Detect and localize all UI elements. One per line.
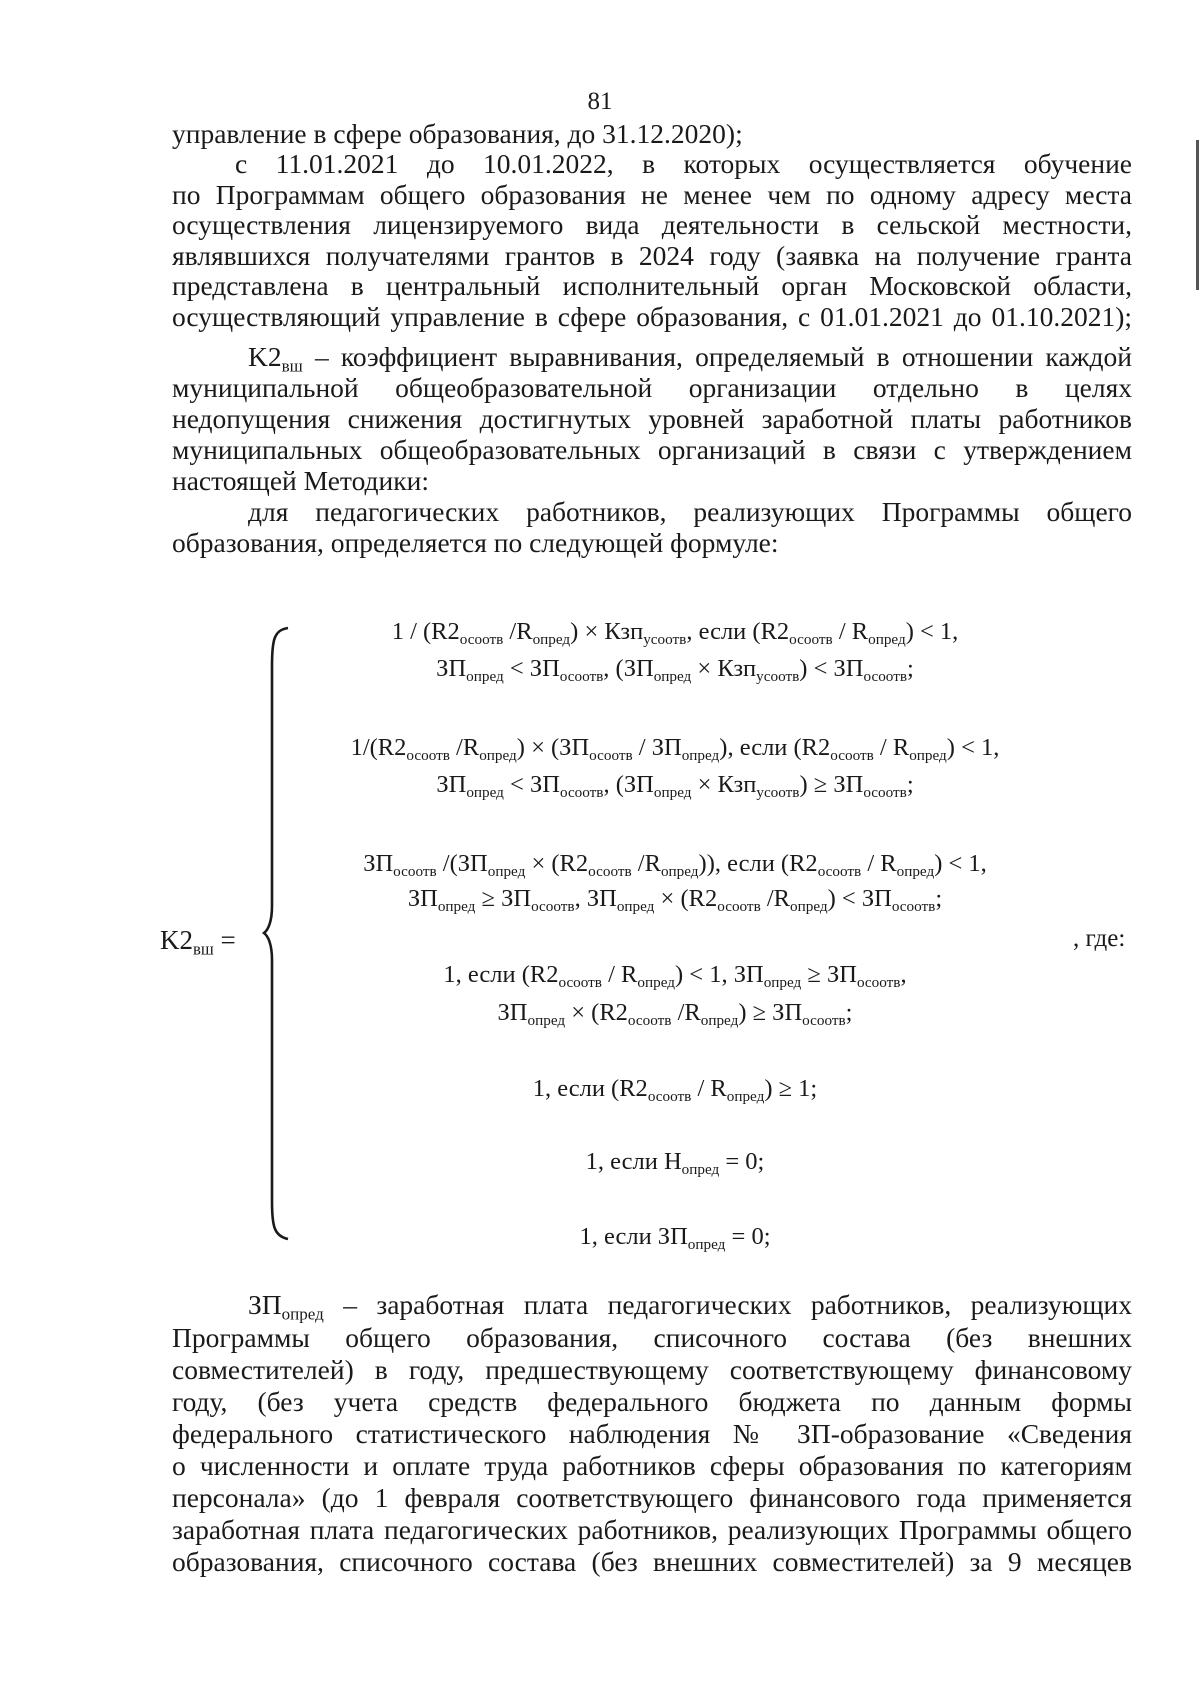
formula-case-3-line-2: $ЗП_{опред} \ge ЗП_{осоотв}$, $ЗП_{опред} \times (R2_{осоотв}$ $/R_{опред}) < ЗП_{осоотв}$; [407, 885, 943, 915]
page-number: 81 [587, 88, 613, 115]
zp-definition-line: совместителей) в году, предшествующему соответствующему финансовому [172, 1354, 1132, 1385]
formula-case-1-line-2: $ЗП_{опред} < ЗП_{осоотв}$, $(ЗП_{опред} \times Кзп_{усоотв}) < ЗП_{осоотв}$; [436, 655, 914, 685]
scan-edge-mark [1196, 140, 1199, 290]
zp-definition-line: о численности и оплате труда работников сферы образования по категориям [172, 1450, 1132, 1481]
formula-case-5: 1, если $(R2_{осоотв} / R_{опред}) \ge 1$; [532, 1075, 818, 1105]
intro-line: осуществления лицензируемого вида деятельности в сельской местности, [172, 209, 1132, 240]
formula-case-7: 1, если $ЗП_{опред} = 0$; [579, 1223, 771, 1253]
k2-definition-text: – коэффициент выравнивания, определяемый в отношении каждой [302, 341, 1132, 372]
teachers-line: для педагогических работников, реализующих Программы общего [248, 496, 1132, 527]
intro-line: по Программам общего образования не менее чем по одному адресу места [172, 179, 1132, 210]
intro-line: представлена в центральный исполнительный орган Московской области, [172, 270, 1132, 301]
zp-definition-line: году, (без учета средств федерального бюджета по данным формы [172, 1386, 1132, 1417]
k2-definition-line: муниципальной общеобразовательной организации отдельно в целях [172, 372, 1132, 403]
intro-line: с 11.01.2021 до 10.01.2022, в которых осуществляется обучение [235, 148, 1132, 179]
zp-definition-line: федерального статистического наблюдения № ЗП-образование «Сведения [172, 1418, 1132, 1449]
intro-line: осуществляющий управление в сфере образования, с 01.01.2021 до 01.10.2021); [172, 301, 1132, 332]
k2-definition-first-line [248, 341, 1132, 376]
zp-symbol-sub: опред [281, 1304, 324, 1324]
formula-case-3-line-1: $ЗП_{осоотв}$ $/(ЗП_{опред} \times (R2_{осоотв}$ $/R_{опред}$)), если $(R2_{осоотв} / R_{опред}) < 1$, [363, 850, 987, 880]
zp-definition-first-line [248, 1289, 1132, 1324]
intro-line: являвшихся получателями грантов в 2024 году (заявка на получение гранта [172, 240, 1132, 271]
formula-case-4-line-2: $ЗП_{опред} \times (R2_{осоотв}$ $/R_{опред}) \ge ЗП_{осоотв}$; [497, 999, 853, 1029]
k2-symbol-sub: вш [281, 356, 303, 376]
zp-definition-line: заработная плата педагогических работников, реализующих Программы общего [172, 1514, 1132, 1545]
formula-case-4-line-1: 1, если $(R2_{осоотв} / R_{опред}) < 1$, $ЗП_{опред} \ge ЗП_{осоотв}$, [443, 961, 907, 991]
zp-definition-line: персонала» (до 1 февраля соответствующего финансового года применяется [172, 1482, 1132, 1513]
teachers-line: образования, определяется по следующей формуле: [172, 527, 779, 558]
k2-definition-line: настоящей Методики: [172, 465, 429, 496]
formula-case-1-line-1: $1 / (R2_{осоотв}$ $/R_{опред}) \times Кзп_{усоотв}$, если $(R2_{осоотв} / R_{опред}) < 1$, [391, 618, 959, 648]
formula-lhs: $K2_{вш}$ = [160, 925, 236, 959]
intro-line: управление в сфере образования, до 31.12.2020); [172, 118, 743, 149]
formula-where: , где: [1073, 925, 1126, 952]
formula-case-6: 1, если $Н_{опред} = 0$; [585, 1148, 765, 1178]
k2-definition-line: недопущения снижения достигнутых уровней заработной платы работников [172, 403, 1132, 434]
zp-definition-line: Программы общего образования, списочного состава (без внешних [172, 1322, 1132, 1353]
zp-definition-line: образования, списочного состава (без внешних совместителей) за 9 месяцев [172, 1546, 1132, 1577]
k2-symbol: K2 [248, 341, 282, 372]
formula-case-2-line-2: $ЗП_{опред} < ЗП_{осоотв}$, $(ЗП_{опред} \times Кзп_{усоотв}) \ge ЗП_{осоотв}$; [436, 771, 914, 801]
k2-definition-line: муниципальных общеобразовательных организаций в связи с утверждением [172, 434, 1132, 465]
formula-case-2-line-1: $1/(R2_{осоотв}$ $/R_{опред}) \times (ЗП_{осоотв} / ЗП_{опред})$, если $(R2_{осоотв} / R_{опред}) < 1$, [350, 734, 1000, 764]
zp-symbol: ЗП [248, 1289, 282, 1320]
zp-definition-text: – заработная плата педагогических работников, реализующих [323, 1289, 1132, 1320]
